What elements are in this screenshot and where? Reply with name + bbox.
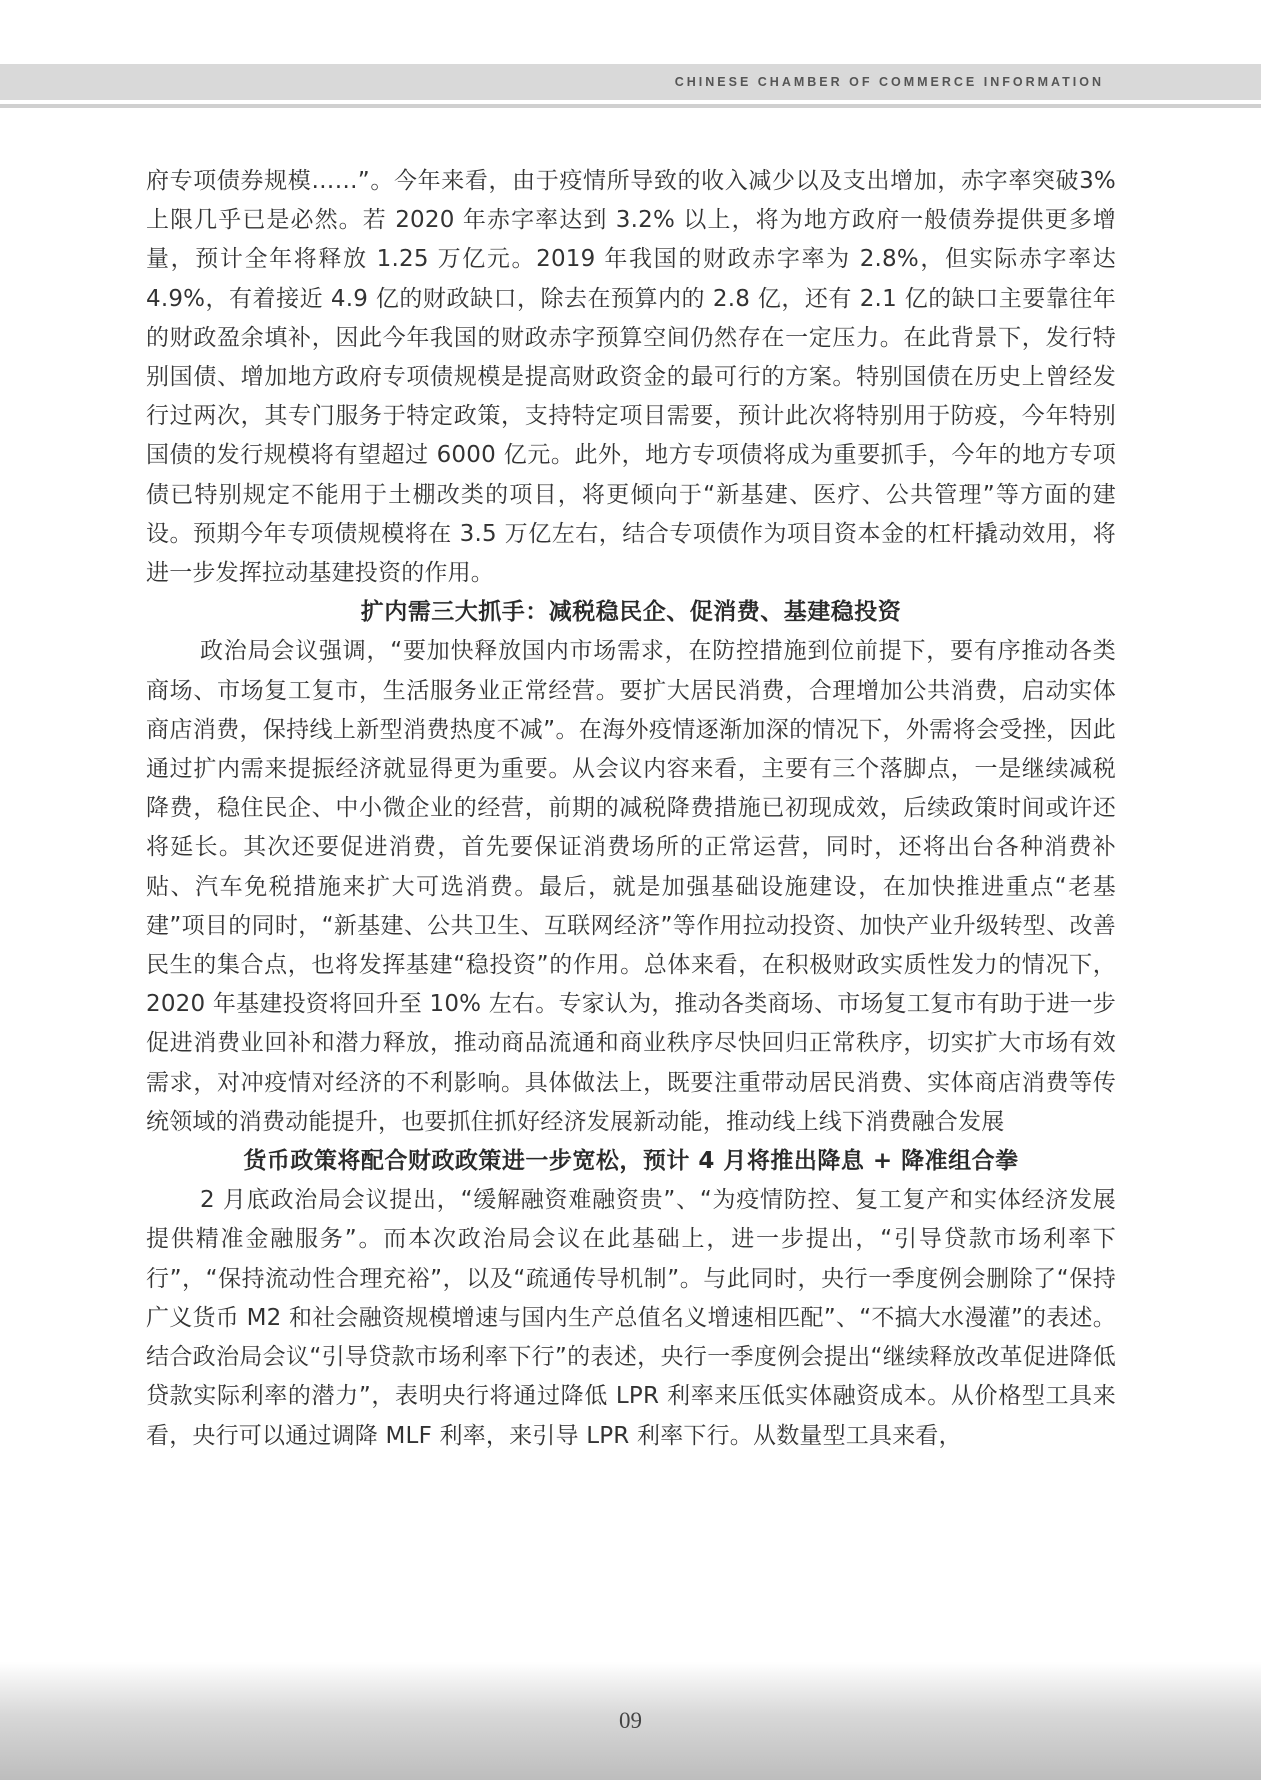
page-number: 09: [619, 1708, 642, 1733]
header-divider: [0, 104, 1261, 108]
paragraph-fiscal-deficit: 府专项债券规模……”。今年来看，由于疫情所导致的收入减少以及支出增加，赤字率突破3% 上限几乎已是必然。若 2020 年赤字率达到 3.2% 以上，将为地方政府一般债券提供更多增量，预计全年将释放 1.25 万亿元。2019 年我国的财政赤字率为 2.8%，但实际赤字率达 4.9%，有着接近 4.9 亿的财政缺口，除去在预算内的 2.8 亿，还有 2.1 亿的缺口主要靠往年的财政盈余填补，因此今年我国的财政赤字预算空间仍然存在一定压力。在此背景下，发行特别国债、增加地方政府专项债规模是提高财政资金的最可行的方案。特别国债在历史上曾经发行过两次，其专门服务于特定政策，支持特定项目需要，预计此次将特别用于防疫，今年特别国债的发行规模将有望超过 6000 亿元。此外，地方专项债将成为重要抓手，今年的地方专项债已特别规定不能用于土棚改类的项目，将更倾向于“新基建、医疗、公共管理”等方面的建设。预期今年专项债规模将在 3.5 万亿左右，结合专项债作为项目资本金的杠杆撬动效用，将进一步发挥拉动基建投资的作用。: [146, 168, 1116, 587]
section-heading-domestic-demand: 扩内需三大抓手：减税稳民企、促消费、基建稳投资: [360, 599, 902, 626]
paragraph-domestic-demand: 政治局会议强调，“要加快释放国内市场需求，在防控措施到位前提下，要有序推动各类商场、市场复工复市，生活服务业正常经营。要扩大居民消费，合理增加公共消费，启动实体商店消费，保持线上新型消费热度不减”。在海外疫情逐渐加深的情况下，外需将会受挫，因此通过扩内需来提振经济就显得更为重要。从会议内容来看，主要有三个落脚点，一是继续减税降费，稳住民企、中小微企业的经营，前期的减税降费措施已初现成效，后续政策时间或许还将延长。其次还要促进消费，首先要保证消费场所的正常运营，同时，还将出台各种消费补贴、汽车免税措施来扩大可选消费。最后，就是加强基础设施建设，在加快推进重点“老基建”项目的同时，“新基建、公共卫生、互联网经济”等作用拉动投资、加快产业升级转型、改善民生的集合点，也将发挥基建“稳投资”的作用。总体来看，在积极财政实质性发力的情况下，2020 年基建投资将回升至 10% 左右。专家认为，推动各类商场、市场复工复市有助于进一步促进消费业回补和潜力释放，推动商品流通和商业秩序尽快回归正常秩序，切实扩大市场有效需求，对冲疫情对经济的不利影响。具体做法上，既要注重带动居民消费、实体商店消费等传统领域的消费动能提升，也要抓住抓好经济发展新动能，推动线上线下消费融合发展: [146, 638, 1116, 1135]
paragraph-monetary-policy: 2 月底政治局会议提出，“缓解融资难融资贵”、“为疫情防控、复工复产和实体经济发展提供精准金融服务”。而本次政治局会议在此基础上，进一步提出，“引导贷款市场利率下行”，“保持流动性合理充裕”，以及“疏通传导机制”。与此同时，央行一季度例会删除了“保持广义货币 M2 和社会融资规模增速与国内生产总值名义增速相匹配”、“不搞大水漫灌”的表述。结合政治局会议“引导贷款市场利率下行”的表述，央行一季度例会提出“继续释放改革促进降低贷款实际利率的潜力”，表明央行将通过降低 LPR 利率来压低实体融资成本。从价格型工具来看，央行可以通过调降 MLF 利率，来引导 LPR 利率下行。从数量型工具来看，: [146, 1187, 1116, 1449]
article-body: [146, 162, 1116, 1456]
publication-title: CHINESE CHAMBER OF COMMERCE INFORMATION: [674, 75, 1104, 89]
section-heading-monetary-policy: 货币政策将配合财政政策进一步宽松，预计 4 月将推出降息 + 降准组合拳: [243, 1148, 1019, 1175]
